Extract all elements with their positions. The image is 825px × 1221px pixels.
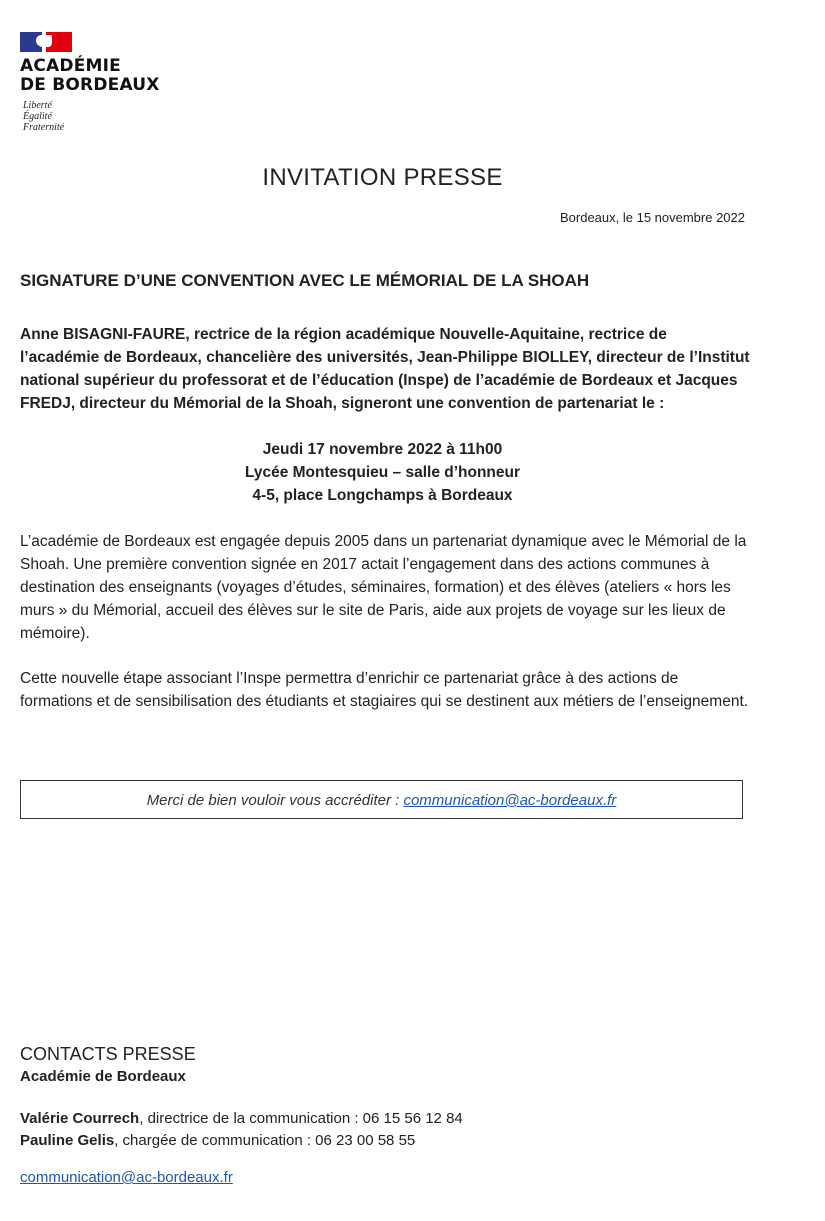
contact-name: Pauline Gelis (20, 1132, 115, 1149)
contact-role: , chargée de communication : 06 23 00 58 55 (114, 1132, 416, 1149)
academie-logo (20, 32, 190, 133)
event-details (0, 438, 765, 507)
intro-paragraph: Anne BISAGNI-FAURE, rectrice de la région académique Nouvelle-Aquitaine, rectrice de l’académie de Bordeaux, chancelière des universités, Jean-Philippe BIOLLEY, directeur de l’Institut national supérieur du professorat et de l’éducation (Inspe) de l’académie de Bordeaux et Jacques FREDJ, directeur du Mémorial de la Shoah, signeront une convention de partenariat le : (20, 326, 750, 412)
contact-name: Valérie Courrech (20, 1110, 140, 1127)
logo-motto (23, 100, 190, 133)
contact-person (20, 1110, 463, 1127)
dateline: Bordeaux, le 15 novembre 2022 (559, 210, 745, 225)
contacts-organization: Académie de Bordeaux (20, 1068, 186, 1085)
marianne-flag-icon (20, 32, 72, 52)
contact-person (20, 1132, 415, 1149)
next-step-paragraph: Cette nouvelle étape associant l’Inspe permettra d’enrichir ce partenariat grâce à des actions de formations et de sensibilisation des étudiants et stagiaires qui se destinent aux métiers de l’enseignement. (20, 670, 749, 710)
contacts-title: CONTACTS PRESSE (20, 1044, 196, 1064)
contacts-email-link[interactable]: communication@ac-bordeaux.fr (20, 1169, 233, 1186)
accreditation-text: Merci de bien vouloir vous accréditer : (146, 792, 404, 809)
event-venue: Lycée Montesquieu – salle d’honneur (244, 464, 521, 481)
contacts-email-wrapper (20, 1169, 233, 1186)
motto-fraternite: Fraternité (23, 122, 65, 133)
accreditation-box (20, 780, 743, 819)
motto-egalite: Égalité (23, 111, 52, 122)
logo-title (20, 57, 190, 95)
contact-role: , directrice de la communication : 06 15 56 12 84 (139, 1110, 463, 1127)
page-title: INVITATION PRESSE (262, 164, 503, 191)
history-paragraph: L’académie de Bordeaux est engagée depuis 2005 dans un partenariat dynamique avec le Mémorial de la Shoah. Une première convention signée en 2017 actait l’engagement dans des actions communes à destination des enseignants (voyages d’études, séminaires, formation) et des élèves (ateliers « hors les murs » du Mémorial, accueil des élèves sur le site de Paris, aide aux projets de voyage sur les lieux de mémoire). (20, 533, 747, 642)
accreditation-email-link[interactable]: communication@ac-bordeaux.fr (403, 792, 617, 809)
subject-heading: SIGNATURE D’UNE CONVENTION AVEC LE MÉMORIAL DE LA SHOAH (20, 271, 590, 290)
motto-liberte: Liberté (23, 100, 52, 111)
event-address: 4-5, place Longchamps à Bordeaux (252, 487, 513, 504)
logo-title-line2: DE BORDEAUX (20, 75, 160, 95)
logo-title-line1: ACADÉMIE (20, 56, 121, 76)
event-date: Jeudi 17 novembre 2022 à 11h00 (262, 441, 503, 458)
